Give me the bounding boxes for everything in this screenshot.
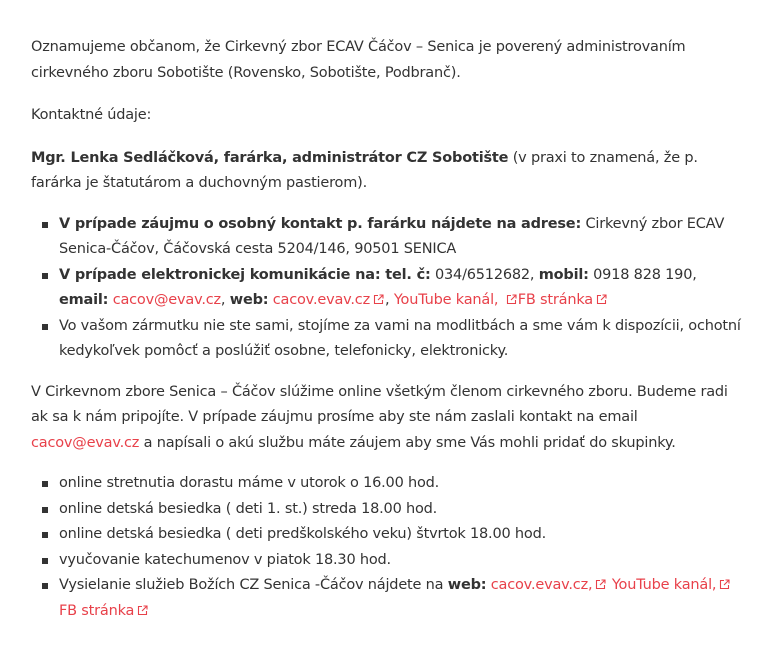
bullet xyxy=(42,558,48,564)
list-item xyxy=(59,522,746,548)
item-label: web: xyxy=(229,292,269,308)
phone-number: 034/6512682, xyxy=(430,266,539,283)
list-item xyxy=(59,471,746,497)
contact-list xyxy=(31,212,746,365)
bullet xyxy=(42,222,48,228)
list-item xyxy=(59,212,746,263)
bullet xyxy=(42,507,48,513)
external-link-icon[interactable] xyxy=(719,579,730,590)
separator: , xyxy=(220,292,230,308)
youtube-link[interactable]: YouTube kanál, xyxy=(611,577,717,593)
list-item xyxy=(59,497,746,523)
item-label: V prípade záujmu o osobný kontakt p. farárku nájdete na adrese: xyxy=(59,215,582,232)
external-link-icon[interactable] xyxy=(596,294,607,305)
services-list xyxy=(31,471,746,624)
email-link[interactable]: cacov@evav.cz xyxy=(31,434,140,451)
external-link-icon[interactable] xyxy=(373,294,384,305)
bullet xyxy=(42,324,48,330)
item-text: Vysielanie služieb Božích CZ Senica -Čáčov nájdete na xyxy=(59,577,448,593)
article-content xyxy=(31,35,746,624)
online-paragraph xyxy=(31,380,746,457)
external-link-icon[interactable] xyxy=(137,605,148,616)
list-item xyxy=(59,314,746,365)
item-text: vyučovanie katechumenov v piatok 18.30 hod. xyxy=(59,551,391,568)
bullet xyxy=(42,532,48,538)
admin-paragraph xyxy=(31,146,746,197)
intro-paragraph: Oznamujeme občanom, že Cirkevný zbor ECAV Čáčov – Senica je poverený administrovaním cirkevného zboru Sobotište (Rovensko, Sobotište, Podbranč). xyxy=(31,39,686,81)
online-text: V Cirkevnom zbore Senica – Čáčov slúžime online všetkým členom cirkevného zboru. Budeme radi ak sa k nám pripojíte. V prípade záujmu prosíme aby ste nám zaslali kontakt na email xyxy=(31,383,728,425)
mobile-number: 0918 828 190, xyxy=(588,266,697,283)
facebook-link[interactable]: FB stránka xyxy=(59,602,135,619)
web-link[interactable]: cacov.evav.cz xyxy=(272,292,370,308)
bullet xyxy=(42,583,48,589)
admin-note: (v praxi to znamená, že p. farárka je štatutárom a duchovným pastierom). xyxy=(31,149,698,191)
item-text: online detská besiedka ( deti 1. st.) streda 18.00 hod. xyxy=(59,500,438,517)
youtube-link[interactable]: YouTube kanál, xyxy=(393,292,499,308)
item-label: V prípade elektronickej komunikácie na: tel. č: xyxy=(59,266,431,283)
external-link-icon[interactable] xyxy=(595,579,606,590)
bullet xyxy=(42,273,48,279)
item-text: Cirkevný zbor ECAV Senica-Čáčov, Čáčovská cesta 5204/146, 90501 SENICA xyxy=(59,215,725,257)
online-text: a napísali o akú službu máte záujem aby sme Vás mohli pridať do skupinky. xyxy=(139,434,676,451)
list-item xyxy=(59,573,746,624)
email-link[interactable]: cacov@evav.cz xyxy=(112,292,221,308)
web-link[interactable]: cacov.evav.cz, xyxy=(490,577,593,593)
admin-name: Mgr. Lenka Sedláčková, farárka, administrátor CZ Sobotište xyxy=(31,149,509,166)
item-label: web: xyxy=(447,577,487,593)
item-text: online stretnutia dorastu máme v utorok o 16.00 hod. xyxy=(59,475,440,491)
item-label: mobil: xyxy=(538,266,589,283)
item-label: email: xyxy=(59,292,109,308)
bullet xyxy=(42,481,48,487)
contact-heading: Kontaktné údaje: xyxy=(31,107,152,123)
facebook-link[interactable]: FB stránka xyxy=(517,292,593,308)
list-item xyxy=(59,548,746,574)
list-item xyxy=(59,263,746,314)
external-link-icon[interactable] xyxy=(506,294,517,305)
item-text: Vo vašom zármutku nie ste sami, stojíme za vami na modlitbách a sme vám k dispozícii, ochotní kedykoľvek pomôcť a poslúžiť osobne, telefonicky, elektronicky. xyxy=(59,317,741,359)
item-text: online detská besiedka ( deti predškolského veku) štvrtok 18.00 hod. xyxy=(59,526,547,542)
separator: , xyxy=(384,292,394,308)
